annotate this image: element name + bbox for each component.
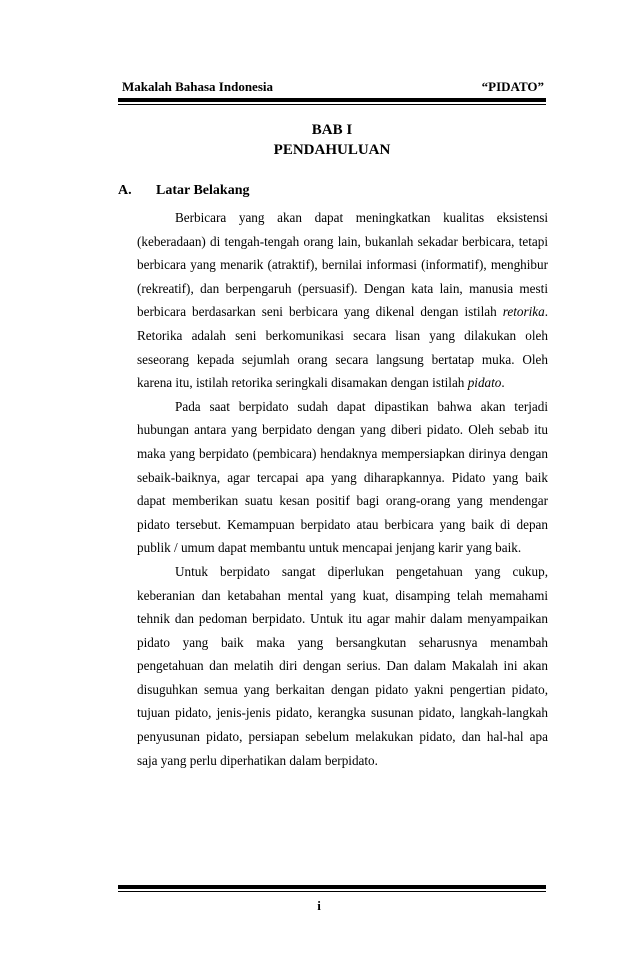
section-number: A. [118, 183, 132, 198]
paragraph-1-text-b: . Retorika adalah seni berkomunikasi secara lisan yang dilakukan oleh seseorang kepada sejumlah orang secara langsung bertatap muka. Oleh karena itu, istilah retorika seringkali disamakan dengan istilah [137, 304, 548, 391]
paragraph-1 [137, 206, 548, 395]
running-header [122, 79, 544, 97]
header-title: Makalah Bahasa Indonesia [122, 79, 273, 94]
paragraph-1-text-c: . [501, 375, 505, 391]
footer-rule-thick [118, 885, 546, 889]
term-retorika: retorika [502, 304, 545, 320]
chapter-title: PENDAHULUAN [273, 142, 391, 158]
section-title: Latar Belakang [156, 183, 250, 198]
header-topic: “PIDATO” [481, 79, 544, 94]
chapter-number: BAB I [311, 122, 353, 138]
body-text [137, 206, 548, 772]
paragraph-3: Untuk berpidato sangat diperlukan pengetahuan yang cukup, keberanian dan ketabahan mental yang kuat, disamping telah memahami tehnik dan pedoman berpidato. Untuk itu agar mahir dalam menyampaikan pidato yang baik maka yang bersangkutan seharusnya menambah pengetahuan dan melatih diri dengan serius. Dan dalam Makalah ini akan disuguhkan semua yang berkaitan dengan pidato yakni pengertian pidato, tujuan pidato, jenis-jenis pidato, kerangka susunan pidato, langkah-langkah penyusunan pidato, persiapan sebelum melakukan pidato, dan hal-hal apa saja yang perlu diperhatikan dalam berpidato. [137, 563, 548, 768]
term-pidato: pidato [467, 375, 502, 391]
header-rule-thin [118, 104, 546, 105]
page-number: i [317, 898, 321, 913]
header-rule-thick [118, 98, 546, 102]
paragraph-2: Pada saat berpidato sudah dapat dipastikan bahwa akan terjadi hubungan antara yang berpidato dengan yang diberi pidato. Oleh sebab itu maka yang berpidato (pembicara) hendaknya mempersiapkan dirinya dengan sebaik-baiknya, agar tercapai apa yang diharapkannya. Pidato yang baik dapat memberikan suatu kesan positif bagi orang-orang yang mendengar pidato tersebut. Kemampuan berpidato atau berbicara yang baik di depan publik / umum dapat membantu untuk mencapai jenjang karir yang baik. [137, 398, 548, 556]
paragraph-1-text-a: Berbicara yang akan dapat meningkatkan kualitas eksistensi (keberadaan) di tengah-tengah orang lain, bukanlah sekadar berbicara, tetapi berbicara yang menarik (atraktif), bernilai informasi (informatif), menghibur (rekreatif), dan berpengaruh (persuasif). Dengan kata lain, manusia mesti berbicara berdasarkan seni berbicara yang dikenal dengan istilah [137, 210, 548, 320]
chapter-heading [118, 120, 546, 160]
footer-rule-thin [118, 891, 546, 892]
